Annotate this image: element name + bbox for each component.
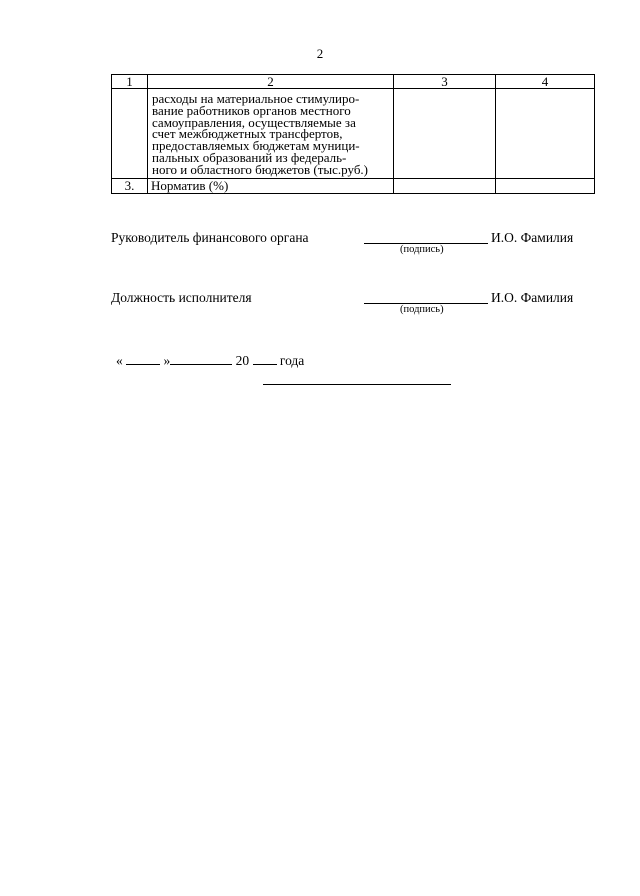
header-cell-1: 1	[112, 75, 148, 89]
bottom-signature-line	[263, 384, 451, 385]
signature-name: И.О. Фамилия	[491, 290, 574, 305]
month-blank	[170, 352, 232, 365]
row-number: 3.	[112, 178, 148, 193]
description-line: предоставляемых бюджетам муници-	[152, 138, 360, 154]
signature-name: И.О. Фамилия	[491, 230, 574, 245]
signature-title: Должность исполнителя	[111, 290, 252, 305]
year-prefix: 20	[235, 353, 250, 368]
signature-block-executor	[111, 290, 594, 310]
description-line: ного и областного бюджетов (тыс.руб.)	[152, 161, 369, 177]
row-value-col4	[496, 89, 595, 179]
header-cell-3: 3	[394, 75, 496, 89]
row-number	[112, 89, 148, 179]
description-line: вание работников органов местного	[152, 102, 351, 118]
signature-title: Руководитель финансового органа	[111, 230, 309, 245]
report-table	[111, 74, 595, 194]
description-line: счет межбюджетных трансфертов,	[152, 126, 343, 142]
description-line: пальных образований из федераль-	[152, 149, 347, 165]
table-row-expenses	[112, 89, 595, 179]
description-line: расходы на материальное стимулиро-	[152, 91, 360, 106]
page-number: 2	[316, 46, 324, 61]
day-blank	[126, 352, 160, 365]
date-line	[116, 352, 304, 369]
year-blank	[253, 352, 277, 365]
table-header-row	[112, 75, 595, 89]
header-cell-2: 2	[148, 75, 394, 89]
row-value-col3	[394, 89, 496, 179]
date-suffix: года	[279, 353, 305, 368]
row-value-col3	[394, 178, 496, 193]
signature-caption: (подпись)	[400, 244, 444, 255]
table-row-norm	[112, 178, 595, 193]
signature-caption: (подпись)	[400, 304, 444, 315]
header-cell-4: 4	[496, 75, 595, 89]
row-value-col4	[496, 178, 595, 193]
open-quote: «	[116, 353, 123, 368]
signature-block-head	[111, 230, 594, 250]
row-label: Норматив (%)	[148, 178, 394, 193]
row-description	[148, 89, 394, 179]
description-line: самоуправления, осуществляемые за	[152, 114, 356, 130]
close-quote: »	[163, 353, 171, 368]
